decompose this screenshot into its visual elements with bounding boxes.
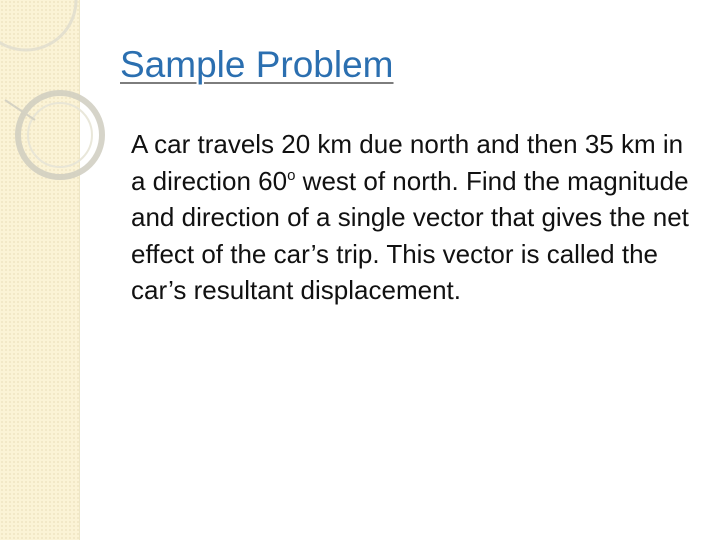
problem-statement [131,126,701,309]
problem-text-part1: A car travels 20 km due north and then 35 km in a direction 60 [131,129,684,196]
slide-title: Sample Problem [120,44,394,85]
problem-text-part2: west of north. Find the magnitude and direction of a single vector that gives the net effect of the car’s trip. This vector is called the car’s resultant displacement. [131,165,689,305]
degree-superscript: o [287,166,296,184]
side-band-decoration [0,0,80,540]
